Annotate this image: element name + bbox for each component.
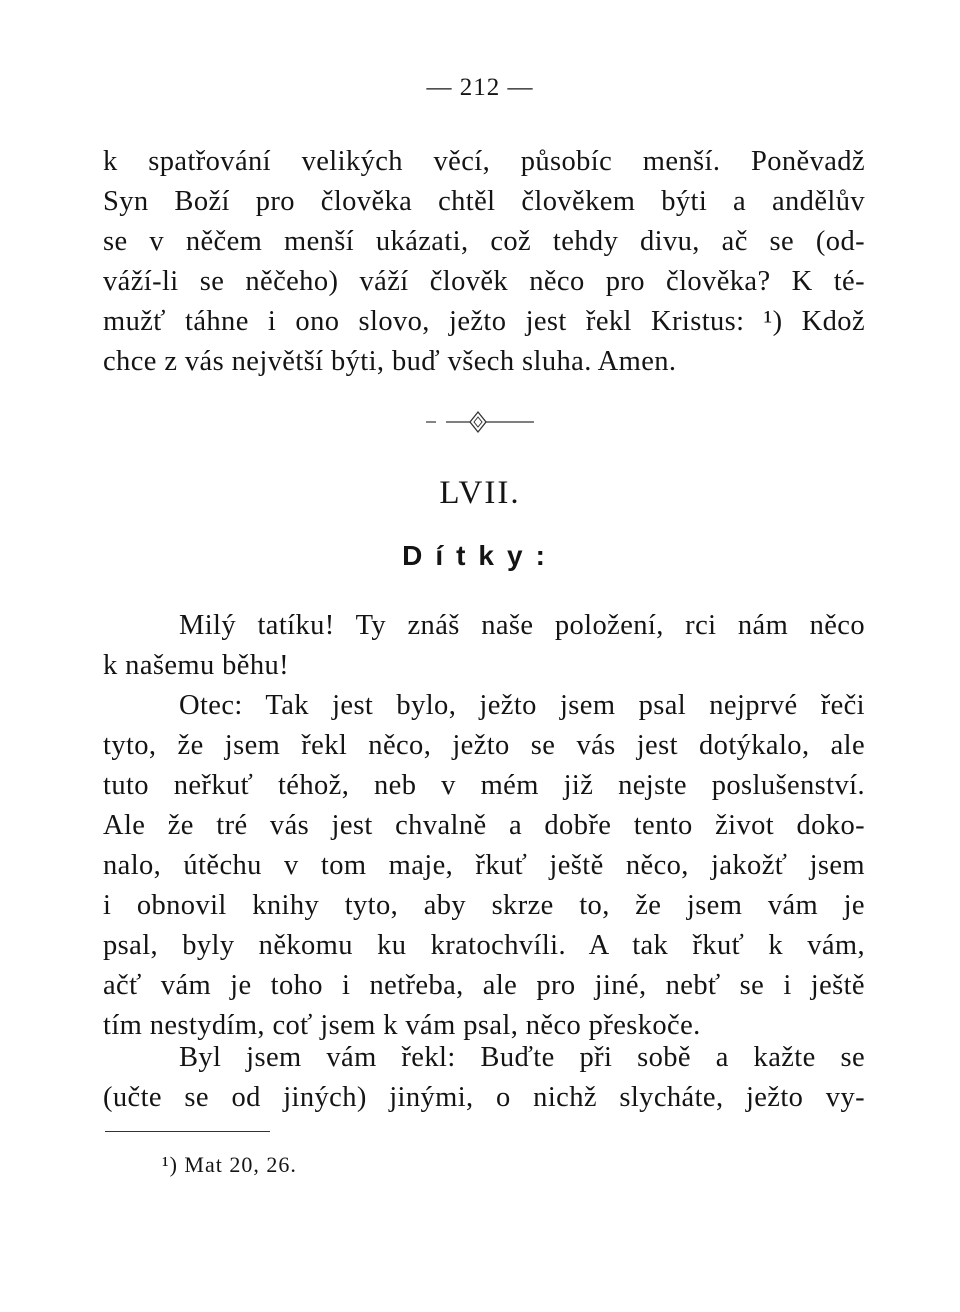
text-line: váží-li se něčeho) váží člověk něco pro člověka? K té- bbox=[103, 266, 865, 297]
text-line: Byl jsem vám řekl: Buďte při sobě a kažte se bbox=[179, 1042, 865, 1073]
footnote-separator bbox=[105, 1131, 270, 1132]
chapter-number: LVII. bbox=[439, 475, 521, 511]
text-line: tuto neřkuť téhož, neb v mém již nejste poslušenství. bbox=[103, 770, 865, 801]
text-line: tyto, že jsem řekl něco, ježto se vás jest dotýkalo, ale bbox=[103, 730, 865, 761]
paragraph-closing bbox=[103, 142, 865, 382]
chapter-title: Dítky: bbox=[402, 540, 558, 571]
text-line: mužť táhne i ono slovo, ježto jest řekl Kristus: ¹) Kdož bbox=[103, 306, 865, 337]
section-divider-ornament bbox=[420, 402, 540, 438]
text-line: tím nestydím, coť jsem k vám psal, něco přeskoče. bbox=[103, 1010, 701, 1041]
page-number: — 212 — bbox=[426, 74, 534, 101]
text-line: k spatřování velikých věcí, působíc menší. Poněvadž bbox=[103, 146, 865, 177]
text-line: psal, byly někomu ku kratochvíli. A tak řkuť k vám, bbox=[103, 930, 865, 961]
text-line: Syn Boží pro člověka chtěl člověkem býti a andělův bbox=[103, 186, 865, 217]
text-line: nalo, útěchu v tom maje, řkuť ještě něco, jakožť jsem bbox=[103, 850, 865, 881]
paragraph-question bbox=[103, 606, 865, 686]
text-line: Ale že tré vás jest chvalně a dobře tento život doko- bbox=[103, 810, 865, 841]
text-line: se v něčem menší ukázati, což tehdy divu, ač se (od- bbox=[103, 226, 865, 257]
text-line: Milý tatíku! Ty znáš naše položení, rci nám něco bbox=[179, 610, 865, 641]
text-line: ačť vám je toho i netřeba, ale pro jiné, nebť se i ještě bbox=[103, 970, 865, 1001]
text-line: (učte se od jiných) jinými, o nichž slycháte, ježto vy- bbox=[103, 1082, 865, 1113]
text-line: i obnovil knihy tyto, aby skrze to, že jsem vám je bbox=[103, 890, 865, 921]
footnote: ¹) Mat 20, 26. bbox=[162, 1152, 297, 1177]
text-line: k našemu běhu! bbox=[103, 650, 290, 681]
paragraph-continued bbox=[103, 1038, 865, 1118]
text-line: Otec: Tak jest bylo, ježto jsem psal nejprvé řeči bbox=[179, 690, 865, 721]
text-line: chce z vás největší býti, buď všech sluha. Amen. bbox=[103, 346, 677, 377]
paragraph-answer bbox=[103, 686, 865, 1046]
